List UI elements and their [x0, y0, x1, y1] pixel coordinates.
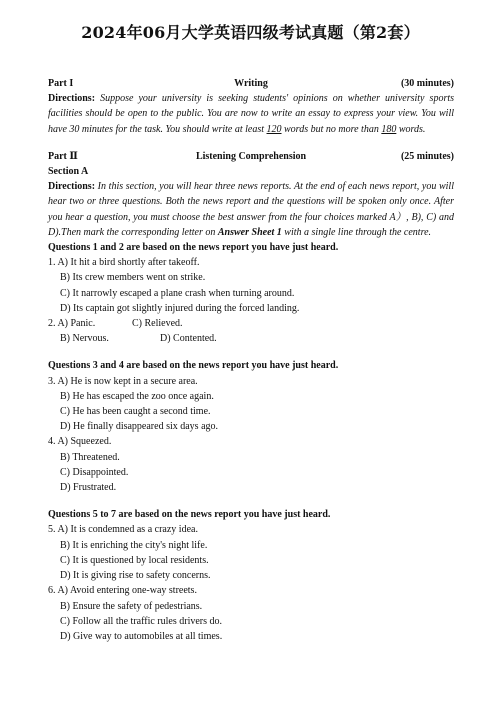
- part1-header: [48, 76, 454, 91]
- part1-time: (30 minutes): [400, 78, 454, 89]
- page-title: 2024年06月大学英语四级考试真题（第2套）: [81, 23, 420, 42]
- q3-option-c: C) He has been caught a second time.: [60, 406, 211, 418]
- q5-option-d: D) It is giving rise to safety concerns.: [60, 570, 211, 582]
- q3-option-a: 3. A) He is now kept in a secure area.: [48, 375, 198, 387]
- group3-heading: Questions 5 to 7 are based on the news report you have just heard.: [48, 509, 331, 521]
- part2-directions: Directions: In this section, you will hear three news reports. At the end of each news report, you will hear two or three questions. Both the news report and the questions will be spoken only once. After you hear a question, you must choose the best answer from the four choices marked A）, B), C) and D).Then mark the corresponding letter on Answer Sheet 1 with a single line through the centre.: [48, 181, 454, 238]
- q1-option-a: 1. A) It hit a bird shortly after takeoff.: [48, 257, 200, 269]
- q3-option-d: D) He finally disappeared six days ago.: [60, 421, 219, 433]
- answer-sheet-ref: Answer Sheet 1: [217, 226, 282, 238]
- q4-option-c: C) Disappointed.: [60, 466, 129, 478]
- q6-option-c: C) Follow all the traffic rules drivers do.: [60, 615, 223, 627]
- q2-row-1: [48, 316, 454, 331]
- q2-option-d: D) Contented.: [160, 333, 217, 345]
- q2-option-b: B) Nervous.: [60, 333, 109, 345]
- part2-header: [48, 149, 454, 164]
- q1-option-c: C) It narrowly escaped a plane crash when turning around.: [60, 287, 295, 299]
- part1-directions: Directions: Suppose your university is seeking students' opinions on whether university sports facilities should be open to the public. You are now to write an essay to express your view. You will have 30 minutes for the task. You should write at least 120 words but no more than 180 words.: [48, 93, 454, 135]
- exam-body: [48, 76, 454, 644]
- part1-name: Writing: [234, 78, 268, 89]
- group2-heading: Questions 3 and 4 are based on the news report you have just heard.: [48, 360, 339, 372]
- section-a-heading: Section A: [48, 166, 89, 178]
- q6-option-d: D) Give way to automobiles at all times.: [60, 630, 223, 642]
- q2-option-a: 2. A) Panic.: [48, 318, 96, 330]
- part2-label: Part Ⅱ: [48, 150, 78, 162]
- q5-option-a: 5. A) It is condemned as a crazy idea.: [48, 524, 198, 536]
- part2-name: Listening Comprehension: [195, 150, 307, 162]
- q2-row-2: [48, 331, 454, 346]
- max-words: 180: [381, 123, 397, 135]
- q1-option-d: D) Its captain got slightly injured during the forced landing.: [60, 302, 300, 314]
- part2-time: (25 minutes): [400, 150, 454, 162]
- q4-option-d: D) Frustrated.: [60, 482, 117, 494]
- group1-heading: Questions 1 and 2 are based on the news report you have just heard.: [48, 242, 339, 254]
- q3-option-b: B) He has escaped the zoo once again.: [60, 390, 214, 402]
- q4-option-a: 4. A) Squeezed.: [48, 436, 112, 448]
- q2-option-c: C) Relieved.: [132, 318, 183, 330]
- q4-option-b: B) Threatened.: [60, 451, 120, 463]
- min-words: 120: [266, 123, 282, 135]
- q1-option-b: B) Its crew members went on strike.: [60, 272, 206, 284]
- q5-option-b: B) It is enriching the city's night life.: [60, 539, 208, 551]
- part1-directions-lead: Directions:: [48, 93, 96, 105]
- q6-option-b: B) Ensure the safety of pedestrians.: [60, 600, 203, 612]
- q5-option-c: C) It is questioned by local residents.: [60, 554, 209, 566]
- part1-label: Part I: [48, 78, 74, 89]
- q6-option-a: 6. A) Avoid entering one-way streets.: [48, 585, 197, 597]
